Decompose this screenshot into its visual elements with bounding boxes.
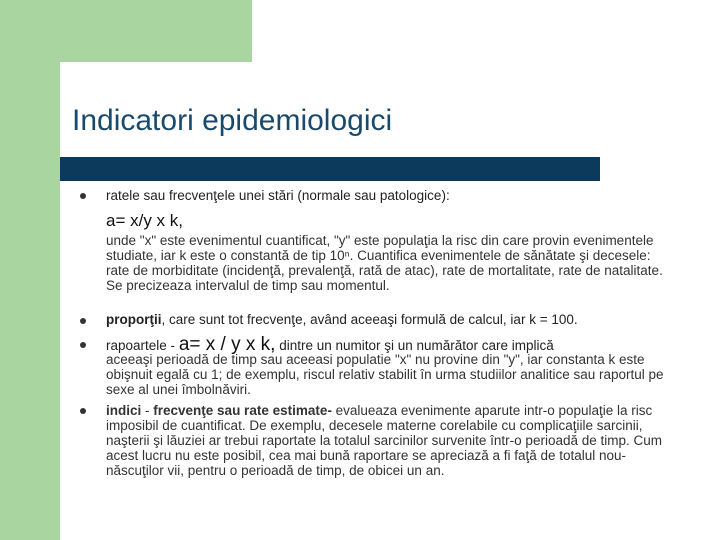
bullet-ratios-rest: dintre un numitor şi un numărător care implică <box>275 338 554 353</box>
bullet-indices <box>106 403 676 478</box>
bullet-indices-bold: frecvenţe sau rate estimate- <box>153 403 332 418</box>
title-underline-bar <box>60 157 600 181</box>
bullet-dot <box>80 318 86 324</box>
bullet-indices-rest: evalueaza evenimente aparute intr-o populaţie la risc imposibil de cuantificat. De exemplu, decesele materne corelabile cu complicaţiile sarcinii, naşterii şi lăuziei ar trebui raportate la totalul sarcinilor survenite într-o perioadă de timp. Cum acest lucru nu este posibil, cea mai bună raportare se apreciază a fi faţă de totalul nou-născuţilor vii, pentru o perioadă de timp, de obicei un an. <box>106 403 663 478</box>
bullet-dot <box>80 408 86 414</box>
formula-rate: a= x/y x k, <box>106 211 183 230</box>
bullet-rates <box>106 188 450 203</box>
bullet-proportions <box>106 312 578 327</box>
bullet-indices-main: indici <box>106 403 142 418</box>
formula-ratio: a= x / y x k, <box>178 334 276 355</box>
bullet-rates-rest: (normale sau patologice): <box>293 188 450 203</box>
bullet-dot <box>80 193 86 199</box>
bullet-proportions-rest: , care sunt tot frecvenţe, având aceeaşi formulă de calcul, iar k = 100. <box>161 312 578 327</box>
rate-explanation: unde "x" este evenimentul cuantificat, "y" este populaţia la risc din care provin evenimentele studiate, iar k este o constantă de tip 10ⁿ. Cuantifica evenimentele de sănătate şi decesele: rate de morbiditate (incidenţă, prevalenţă, rată de atac), rate de mortalitate, rate de natalitate. Se precizeaza intervalul de timp sau momentul. <box>106 233 663 293</box>
ratio-explanation: aceeaşi perioadă de timp sau aceeasi populatie "x" nu provine din "y", iar constanta k este obişnuit egală cu 1; de exemplu, riscul relativ stabilit în urma studiilor analitice sau raportul pe sexe al unei îmbolnăviri. <box>106 352 664 397</box>
bullet-rates-main: ratele sau frecvenţele unei stări <box>106 188 294 203</box>
decorative-green-band-left <box>0 0 60 540</box>
bullet-ratios-main: rapoartele - <box>106 338 176 353</box>
bullet-indices-dash: - <box>141 403 154 418</box>
slide-title: Indicatori epidemiologici <box>72 104 393 137</box>
bullet-proportions-main: proporţii <box>106 312 162 327</box>
bullet-dot <box>80 342 86 348</box>
